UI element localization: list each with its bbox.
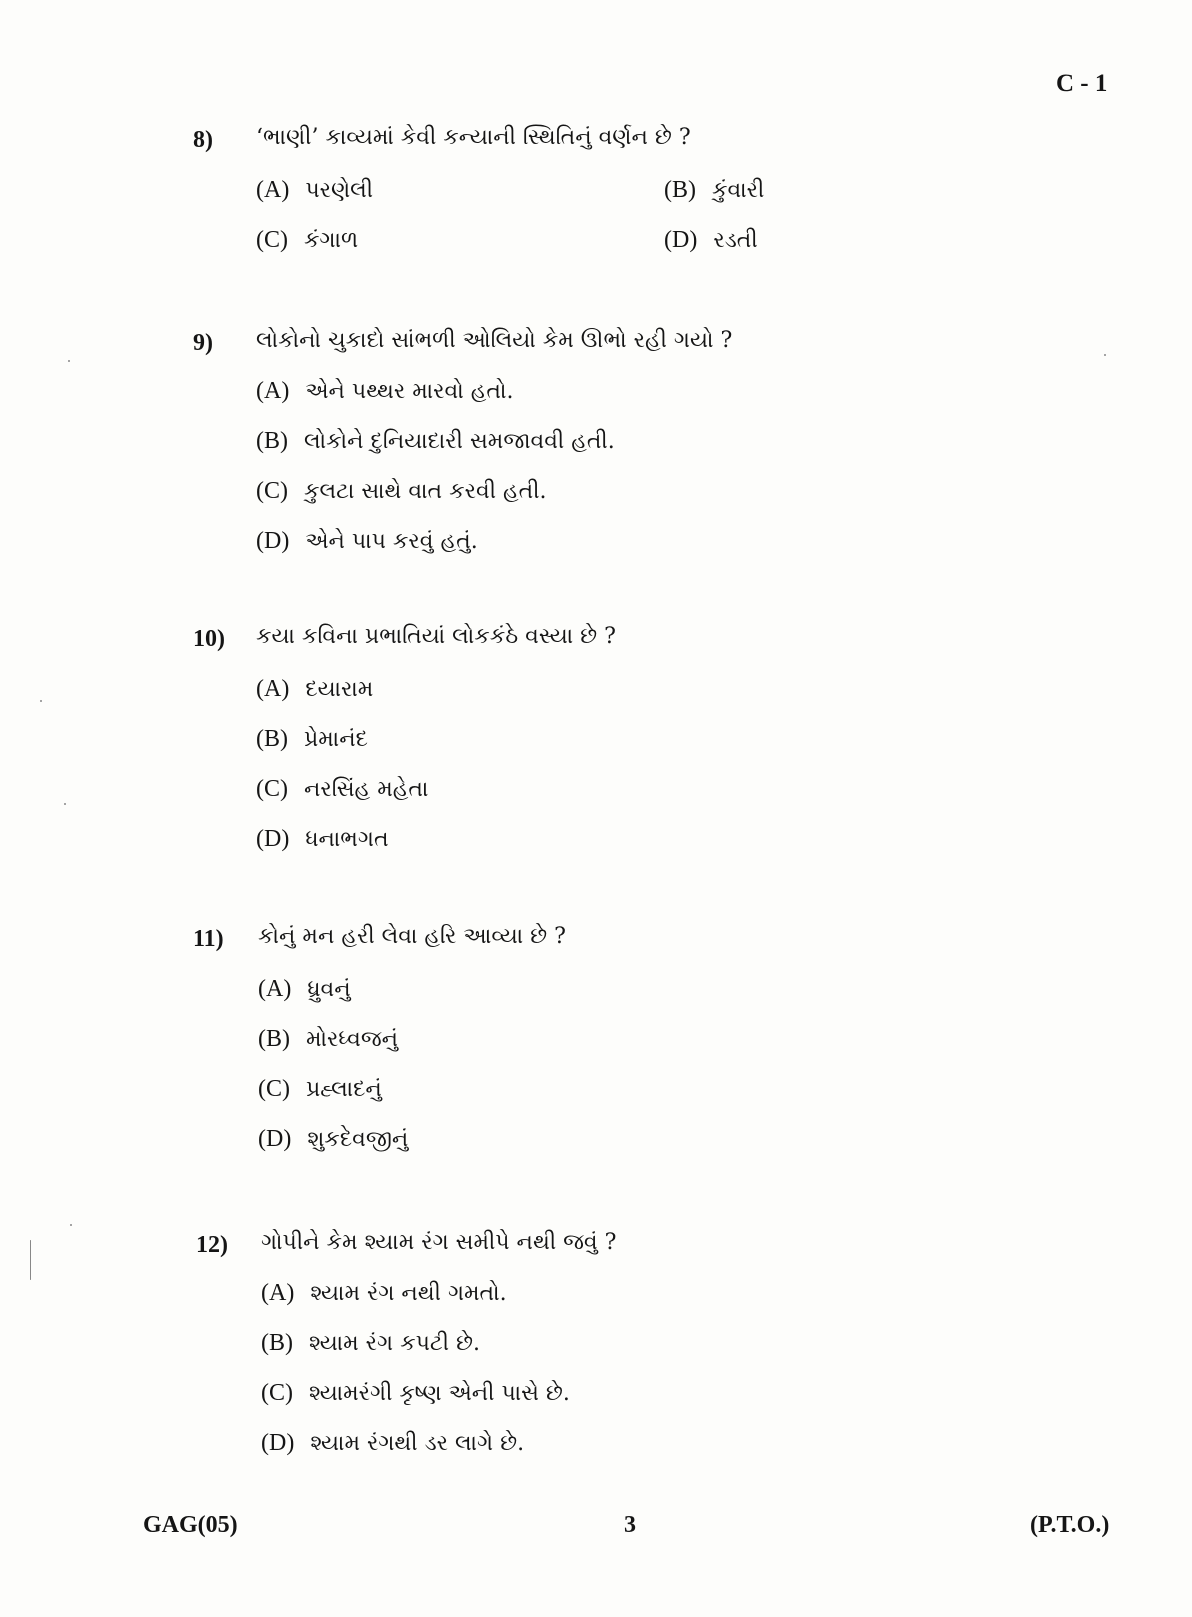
paper-code: C - 1 <box>1056 70 1108 97</box>
question-text: કયા કવિના પ્રભાતિયાં લોકકંઠે વસ્યા છે ? <box>256 624 616 649</box>
option-d: (D) ધનાભગત <box>256 826 389 852</box>
option-d: (D) શ્યામ રંગથી ડર લાગે છે. <box>261 1430 525 1456</box>
option-c: (C) શ્યામરંગી કૃષ્ણ એની પાસે છે. <box>261 1380 570 1406</box>
option-a: (A) ધ્રુવનું <box>258 976 351 1002</box>
option-a: (A) શ્યામ રંગ નથી ગમતો. <box>261 1280 507 1306</box>
option-a: (A) એને પથ્થર મારવો હતો. <box>256 378 514 404</box>
option-b: (B) મોરધ્વજનું <box>258 1026 399 1052</box>
page-number: 3 <box>624 1512 636 1538</box>
scan-speck <box>64 803 66 805</box>
option-d: (D) એને પાપ કરવું હતું. <box>256 528 478 554</box>
scan-speck <box>40 700 42 702</box>
scan-speck <box>68 360 70 362</box>
footer-pto: (P.T.O.) <box>1030 1512 1110 1538</box>
question-number: 12) <box>196 1232 228 1258</box>
scan-speck <box>1104 354 1106 356</box>
scan-speck <box>30 1240 31 1280</box>
option-a: (A) પરણેલી <box>256 177 374 203</box>
option-a: (A) દયારામ <box>256 676 374 702</box>
question-number: 10) <box>193 626 225 652</box>
footer-paper-code: GAG(05) <box>143 1512 238 1538</box>
question-number: 11) <box>193 926 224 952</box>
option-b: (B) કુંવારી <box>664 177 765 203</box>
question-text: કોનું મન હરી લેવા હરિ આવ્યા છે ? <box>258 924 566 949</box>
question-text: ગોપીને કેમ શ્યામ રંગ સમીપે નથી જવું ? <box>261 1230 617 1255</box>
option-c: (C) કુલટા સાથે વાત કરવી હતી. <box>256 478 547 504</box>
option-b: (B) પ્રેમાનંદ <box>256 726 368 752</box>
option-d: (D) શુકદેવજીનું <box>258 1126 409 1152</box>
question-text: ‘ભાણી’ કાવ્યમાં કેવી કન્યાની સ્થિતિનું વર્ણન છે ? <box>256 125 691 150</box>
option-c: (C) નરસિંહ મહેતા <box>256 776 429 802</box>
option-b: (B) શ્યામ રંગ કપટી છે. <box>261 1330 480 1356</box>
question-number: 9) <box>193 330 213 356</box>
question-text: લોકોનો ચુકાદો સાંભળી ઓલિયો કેમ ઊભો રહી ગયો ? <box>256 328 733 353</box>
question-number: 8) <box>193 127 213 153</box>
option-c: (C) પ્રહ્લાદનું <box>258 1076 382 1102</box>
option-d: (D) રડતી <box>664 227 758 253</box>
scan-speck <box>70 1224 72 1226</box>
option-b: (B) લોકોને દુનિયાદારી સમજાવવી હતી. <box>256 428 615 454</box>
option-c: (C) કંગાળ <box>256 227 359 253</box>
